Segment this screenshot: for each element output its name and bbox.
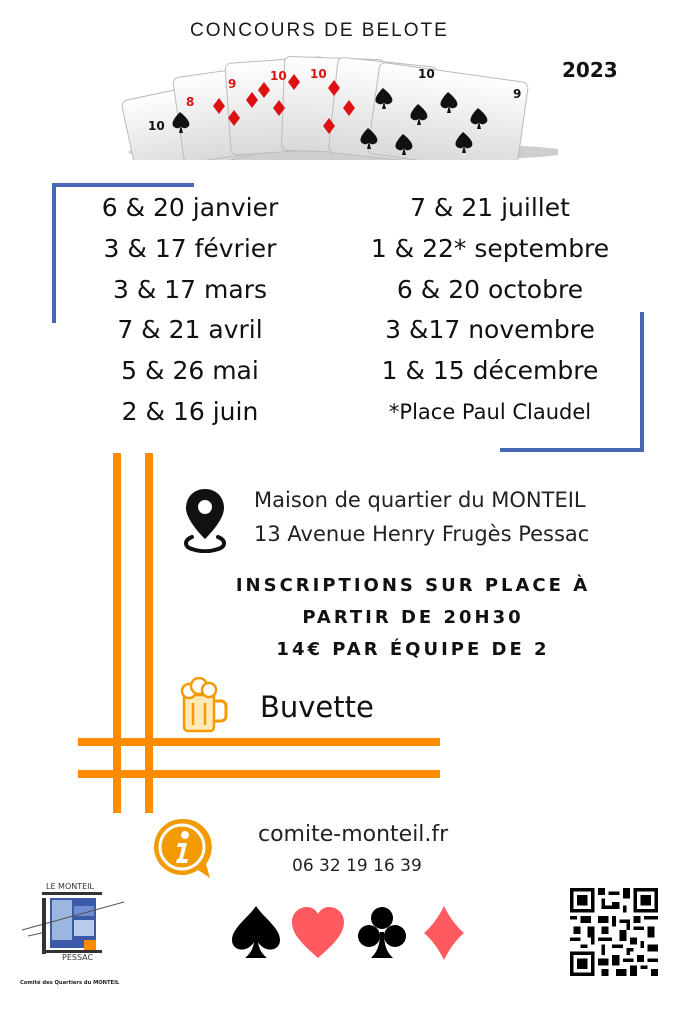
location-pin-icon <box>180 485 230 553</box>
blue-bracket-right <box>640 312 644 452</box>
orange-vertical-line-2 <box>145 453 153 813</box>
diamond-icon <box>414 902 474 962</box>
blue-bracket-bottom <box>500 448 644 452</box>
registration-price: 14€ PAR ÉQUIPE DE 2 <box>276 639 550 660</box>
blue-bracket-top <box>52 183 194 187</box>
club-icon <box>352 902 412 962</box>
date-line: 5 & 26 mai <box>121 356 259 386</box>
beer-mug-icon <box>178 677 230 733</box>
poster-title: CONCOURS DE BELOTE <box>190 20 449 41</box>
poster-year: 2023 <box>562 58 618 82</box>
registration-line-1: INSCRIPTIONS SUR PLACE À <box>235 575 591 596</box>
qr-code[interactable] <box>570 888 658 976</box>
orange-vertical-line-1 <box>113 453 121 813</box>
phone-number: 06 32 19 16 39 <box>292 856 422 876</box>
svg-text:LE MONTEIL: LE MONTEIL <box>46 882 94 891</box>
date-line: 7 & 21 juillet <box>410 193 570 222</box>
orange-horizontal-line-1 <box>78 738 440 746</box>
date-line: 3 &17 novembre <box>385 315 595 345</box>
registration-line-2: PARTIR DE 20H30 <box>302 607 524 628</box>
svg-text:8: 8 <box>186 95 195 109</box>
blue-bracket-left <box>52 183 56 323</box>
svg-text:10: 10 <box>270 69 287 83</box>
date-line: 3 & 17 mars <box>112 274 268 304</box>
dates-first-half <box>70 188 310 433</box>
website-link[interactable]: comite-monteil.fr <box>258 822 449 847</box>
svg-text:10: 10 <box>310 67 327 81</box>
svg-text:Comité des Quartiers du MONTEI: Comité des Quartiers du MONTEIL <box>20 980 120 986</box>
orange-horizontal-line-2 <box>78 770 440 778</box>
address-line-2: 13 Avenue Henry Frugès Pessac <box>254 522 590 546</box>
address-line-1: Maison de quartier du MONTEIL <box>254 488 586 512</box>
comite-monteil-logo <box>18 880 128 990</box>
svg-text:9: 9 <box>513 87 522 101</box>
dates-second-half <box>345 188 635 433</box>
buvette-label: Buvette <box>260 690 374 724</box>
playing-cards-illustration <box>118 48 558 160</box>
date-line: 3 & 17 février <box>103 233 277 263</box>
svg-text:9: 9 <box>228 77 237 91</box>
date-line: 6 & 20 octobre <box>396 274 584 304</box>
spade-icon <box>226 902 286 962</box>
date-line: 7 & 21 avril <box>117 315 263 345</box>
svg-text:10: 10 <box>418 67 435 81</box>
date-line: 2 & 16 juin <box>121 396 259 426</box>
date-line: 1 & 22* septembre <box>370 233 610 263</box>
date-line: 1 & 15 décembre <box>381 356 599 386</box>
info-icon <box>150 815 214 883</box>
svg-text:10: 10 <box>148 119 165 133</box>
svg-text:PESSAC: PESSAC <box>62 953 94 962</box>
venue-note: *Place Paul Claudel <box>388 399 592 424</box>
date-line: 6 & 20 janvier <box>101 193 279 222</box>
heart-icon <box>288 902 348 962</box>
